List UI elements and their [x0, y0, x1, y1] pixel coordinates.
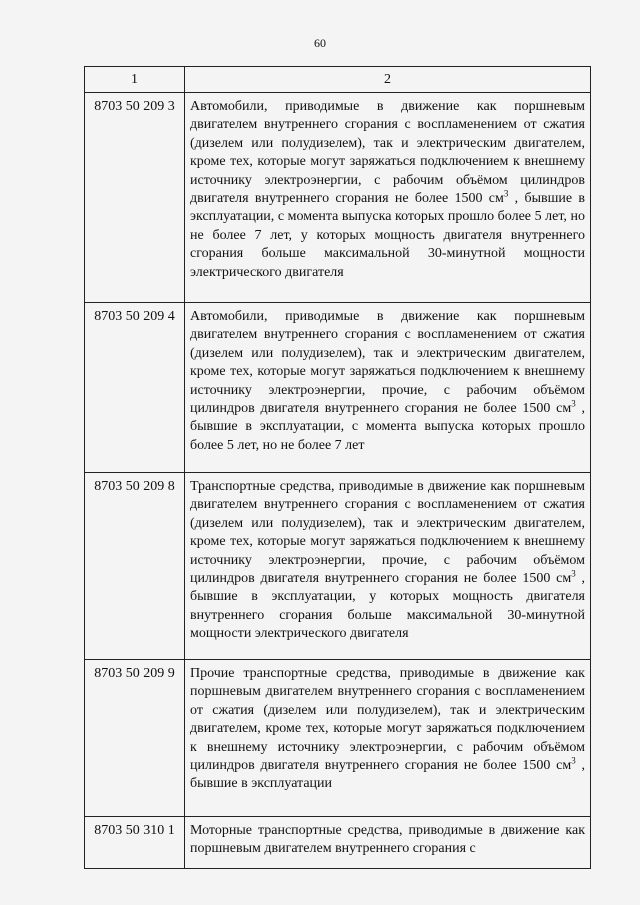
- tariff-table: [84, 66, 591, 869]
- row-description: [186, 661, 589, 815]
- row-description: [186, 474, 589, 658]
- superscript: 3: [503, 188, 509, 199]
- row-description-cell: [185, 660, 591, 817]
- row-description-cell: [185, 817, 591, 869]
- row-description-text: Автомобили, приводимые в движение как поршневым двигателем внутреннего сгорания с воспламенением от сжатия (дизелем или полудизелем), так и электрическим двигателем, кроме тех, которые могут заряжаться подключением к внешнему источнику электроэнергии, прочие, с рабочим объёмом цилиндров двигателя внутреннего сгорания не более 1500 см: [190, 309, 585, 417]
- row-code: 8703 50 209 3: [85, 93, 185, 303]
- row-description-text-cont: , бывшие в эксплуатации, с момента выпуска которых прошло более 5 лет, но не более 7 лет: [190, 401, 586, 453]
- row-code: 8703 50 209 4: [85, 303, 185, 473]
- row-description-text-cont: , бывшие в эксплуатации, с момента выпуска которых прошло более 5 лет, но не более 7 лет, у которых мощность двигателя внутреннего сгорания больше максимальной 30-минутной мощности электрического двигателя: [190, 191, 585, 280]
- superscript: 3: [571, 755, 576, 766]
- column-header-description: 2: [185, 67, 591, 93]
- row-code: 8703 50 209 9: [85, 660, 185, 817]
- row-description: [186, 94, 589, 301]
- row-description-text: Транспортные средства, приводимые в движение как поршневым двигателем внутреннего сгорания с воспламенением от сжатия (дизелем или полудизелем), так и электрическим двигателем, кроме тех, которые могут заряжаться подключением к внешнему источнику электроэнергии, прочие, с рабочим объёмом цилиндров двигателя внутреннего сгорания не более 1500 см: [190, 479, 585, 587]
- table-row: [85, 93, 591, 303]
- page-number: 60: [314, 36, 326, 50]
- row-description-text-cont: , бывшие в эксплуатации: [190, 758, 586, 792]
- row-description-text: Автомобили, приводимые в движение как поршневым двигателем внутреннего сгорания с воспламенением от сжатия (дизелем или полудизелем), так и электрическим двигателем, кроме тех, которые могут заряжаться подключением к внешнему источнику электроэнергии, с рабочим объёмом цилиндров двигателя внутреннего сгорания не более 1500 см: [190, 99, 585, 207]
- superscript: 3: [571, 398, 576, 409]
- row-description-text: Моторные транспортные средства, приводимые в движение как поршневым двигателем внутреннего сгорания с: [190, 823, 585, 857]
- column-header-code: 1: [85, 67, 185, 93]
- table-row: [85, 660, 591, 817]
- table-header-row: [85, 67, 591, 93]
- row-code: 8703 50 310 1: [85, 817, 185, 869]
- table-row: [85, 303, 591, 473]
- row-code: 8703 50 209 8: [85, 473, 185, 660]
- row-description: [186, 818, 589, 867]
- row-description-cell: [185, 473, 591, 660]
- row-description-cell: [185, 93, 591, 303]
- table-row: [85, 817, 591, 869]
- row-description: [186, 304, 589, 471]
- superscript: 3: [571, 568, 576, 579]
- row-description-text: Прочие транспортные средства, приводимые в движение как поршневым двигателем внутреннего сгорания с воспламенением от сжатия (дизелем или полудизелем), так и электрическим двигателем, кроме тех, которые могут заряжаться подключением к внешнему источнику электроэнергии, с рабочим объёмом цилиндров двигателя внутреннего сгорания не более 1500 см: [190, 666, 585, 774]
- table-row: [85, 473, 591, 660]
- row-description-cell: [185, 303, 591, 473]
- row-description-text-cont: , бывшие в эксплуатации, у которых мощность двигателя внутреннего сгорания больше максимальной 30-минутной мощности электрического двигателя: [190, 571, 586, 642]
